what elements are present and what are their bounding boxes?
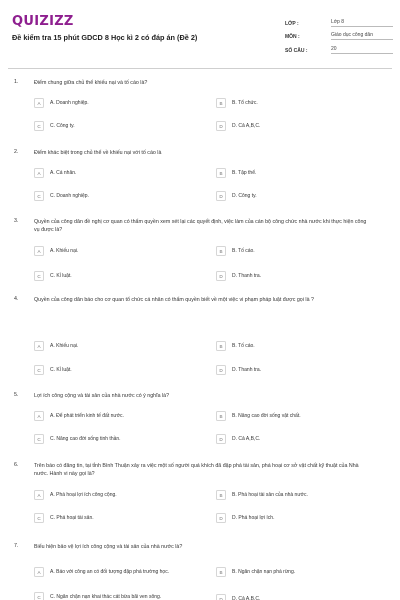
option-b[interactable] xyxy=(216,489,376,501)
option-letter-box: A xyxy=(34,246,44,256)
meta-row-count xyxy=(285,40,393,54)
option-d[interactable] xyxy=(216,120,376,132)
option-letter-box: B xyxy=(216,341,226,351)
option-text: B. Ngăn chặn nạn phá rừng. xyxy=(232,568,296,575)
option-c[interactable] xyxy=(34,190,194,202)
question-number: 1. xyxy=(14,79,19,85)
option-letter-box: C xyxy=(34,365,44,375)
option-letter-box: A xyxy=(34,567,44,577)
option-d[interactable] xyxy=(216,433,376,445)
option-letter-box: A xyxy=(34,98,44,108)
option-letter-box: B xyxy=(216,246,226,256)
option-letter-box: A xyxy=(34,341,44,351)
option-letter-box: A xyxy=(34,411,44,421)
meta-label: SỐ CÂU : xyxy=(285,47,308,54)
option-text: A. Khiếu nại. xyxy=(50,342,79,349)
option-d[interactable] xyxy=(216,270,376,282)
meta-value: Giáo dục công dân xyxy=(331,32,393,40)
option-b[interactable] xyxy=(216,97,376,109)
option-letter-box: D xyxy=(216,434,226,444)
option-letter-box: B xyxy=(216,490,226,500)
option-d[interactable] xyxy=(216,190,376,202)
option-c[interactable] xyxy=(34,364,194,376)
option-text: B. Tổ chức. xyxy=(232,99,258,106)
option-text: A. Doanh nghiệp. xyxy=(50,99,89,106)
option-b[interactable] xyxy=(216,167,376,179)
option-letter-box: B xyxy=(216,567,226,577)
worksheet-title: Đề kiểm tra 15 phút GDCD 8 Học kì 2 có đáp án (Đề 2) xyxy=(12,33,198,42)
option-text: D. Cả A,B,C. xyxy=(232,122,261,129)
option-text: D. Phá hoại lợi ích. xyxy=(232,514,275,521)
question-text: Điểm khác biệt trong chủ thể về khiếu nại với tố cáo là xyxy=(34,150,162,156)
option-c[interactable] xyxy=(34,591,209,600)
option-text: D. Cả A,B,C. xyxy=(232,595,261,600)
option-letter-box: A xyxy=(34,168,44,178)
option-text: C. Phá hoại tài sản. xyxy=(50,514,94,521)
option-text: D. Thanh tra. xyxy=(232,366,262,373)
option-letter-box: C xyxy=(34,592,44,600)
option-text: A. Khiếu nại. xyxy=(50,247,79,254)
option-text: B. Tố cáo. xyxy=(232,247,255,254)
option-letter-box: D xyxy=(216,513,226,523)
option-letter-box: C xyxy=(34,513,44,523)
option-text: C. Ngăn chặn nạn khai thác cát bừa bãi ven sông. xyxy=(50,593,162,600)
meta-value: 20 xyxy=(331,46,393,54)
option-letter-box: D xyxy=(216,191,226,201)
question-number: 6. xyxy=(14,462,19,468)
option-text: D. Cả A,B,C. xyxy=(232,435,261,442)
option-text: D. Công ty. xyxy=(232,192,257,199)
option-c[interactable] xyxy=(34,120,194,132)
option-letter-box: B xyxy=(216,411,226,421)
question-text: Quyền của công dân báo cho cơ quan tổ chức cá nhân có thẩm quyền biết về một việc vi phạm pháp luật được gọi là ? xyxy=(34,297,314,303)
question-number: 4. xyxy=(14,296,19,302)
option-c[interactable] xyxy=(34,512,194,524)
question-number: 5. xyxy=(14,392,19,398)
worksheet-meta xyxy=(285,13,393,54)
question-text: Điểm chung giữa chủ thể khiếu nại và tố cáo là? xyxy=(34,80,148,86)
option-letter-box: C xyxy=(34,121,44,131)
quizizz-logo[interactable]: QUIZIZZ xyxy=(12,14,74,29)
option-d[interactable] xyxy=(216,512,376,524)
option-a[interactable] xyxy=(34,97,194,109)
option-letter-box: D xyxy=(216,365,226,375)
meta-label: MÔN : xyxy=(285,34,300,40)
question-number: 7. xyxy=(14,543,19,549)
option-text: C. Công ty. xyxy=(50,122,75,129)
question-text: Biểu hiện bảo vệ lợi ích công cộng và tài sản của nhà nước là? xyxy=(34,544,183,550)
option-text: B. Phá hoại tài sản của nhà nước. xyxy=(232,491,308,498)
option-b[interactable] xyxy=(216,340,376,352)
header-divider xyxy=(8,68,392,69)
option-a[interactable] xyxy=(34,245,194,257)
option-a[interactable] xyxy=(34,340,194,352)
question-text: Trên báo có đăng tin, tại tỉnh Bình Thuận xảy ra việc một số người quá khích đã đập phá tài sản, phá hoại cơ sở vật chất kỹ thuật của Nhà nước. Hành vi này gọi là? xyxy=(34,463,359,477)
option-text: B. Tập thể. xyxy=(232,169,257,176)
option-text: B. Tố cáo. xyxy=(232,342,255,349)
question-text: Lợi ích công cộng và tài sản của nhà nước có ý nghĩa là? xyxy=(34,393,170,399)
option-a[interactable] xyxy=(34,489,194,501)
option-text: C. Doanh nghiệp. xyxy=(50,192,89,199)
option-text: B. Nâng cao đời sống vật chất. xyxy=(232,412,301,419)
worksheet-header xyxy=(0,0,400,66)
meta-label: LỚP : xyxy=(285,20,299,27)
question-text: Quyền của công dân đề nghị cơ quan có thẩm quyền xem xét lại các quyết định, việc làm của cán bộ công chức nhà nước khi thực hiện công vụ được là? xyxy=(34,219,367,233)
option-letter-box: C xyxy=(34,271,44,281)
option-a[interactable] xyxy=(34,167,194,179)
option-text: C. Kỉ luật. xyxy=(50,272,72,279)
question-number: 3. xyxy=(14,218,19,224)
option-a[interactable] xyxy=(34,410,194,422)
option-letter-box: A xyxy=(34,490,44,500)
option-text: A. Để phát triển kinh tế đất nước. xyxy=(50,412,124,419)
question-number: 2. xyxy=(14,149,19,155)
option-c[interactable] xyxy=(34,270,194,282)
option-text: D. Thanh tra. xyxy=(232,272,262,279)
option-text: A. Báo với công an có đối tượng đập phá trường học. xyxy=(50,568,170,575)
option-text: C. Kỉ luật. xyxy=(50,366,72,373)
meta-value: Lớp 8 xyxy=(331,19,393,27)
option-b[interactable] xyxy=(216,245,376,257)
option-letter-box: D xyxy=(216,121,226,131)
option-text: A. Phá hoại lợi ích công cộng. xyxy=(50,491,117,498)
meta-row-class xyxy=(285,13,393,27)
option-a[interactable] xyxy=(34,563,194,581)
option-letter-box: D xyxy=(216,271,226,281)
option-d[interactable] xyxy=(216,593,376,600)
option-b[interactable] xyxy=(216,410,376,422)
option-letter-box: B xyxy=(216,168,226,178)
option-letter-box: D xyxy=(216,594,226,600)
meta-row-subject xyxy=(285,27,393,41)
option-c[interactable] xyxy=(34,433,194,445)
option-text: C. Nâng cao đời sống tinh thần. xyxy=(50,435,121,442)
option-letter-box: C xyxy=(34,434,44,444)
option-d[interactable] xyxy=(216,364,376,376)
option-letter-box: C xyxy=(34,191,44,201)
option-text: A. Cá nhân. xyxy=(50,169,77,176)
option-letter-box: B xyxy=(216,98,226,108)
option-b[interactable] xyxy=(216,566,376,578)
